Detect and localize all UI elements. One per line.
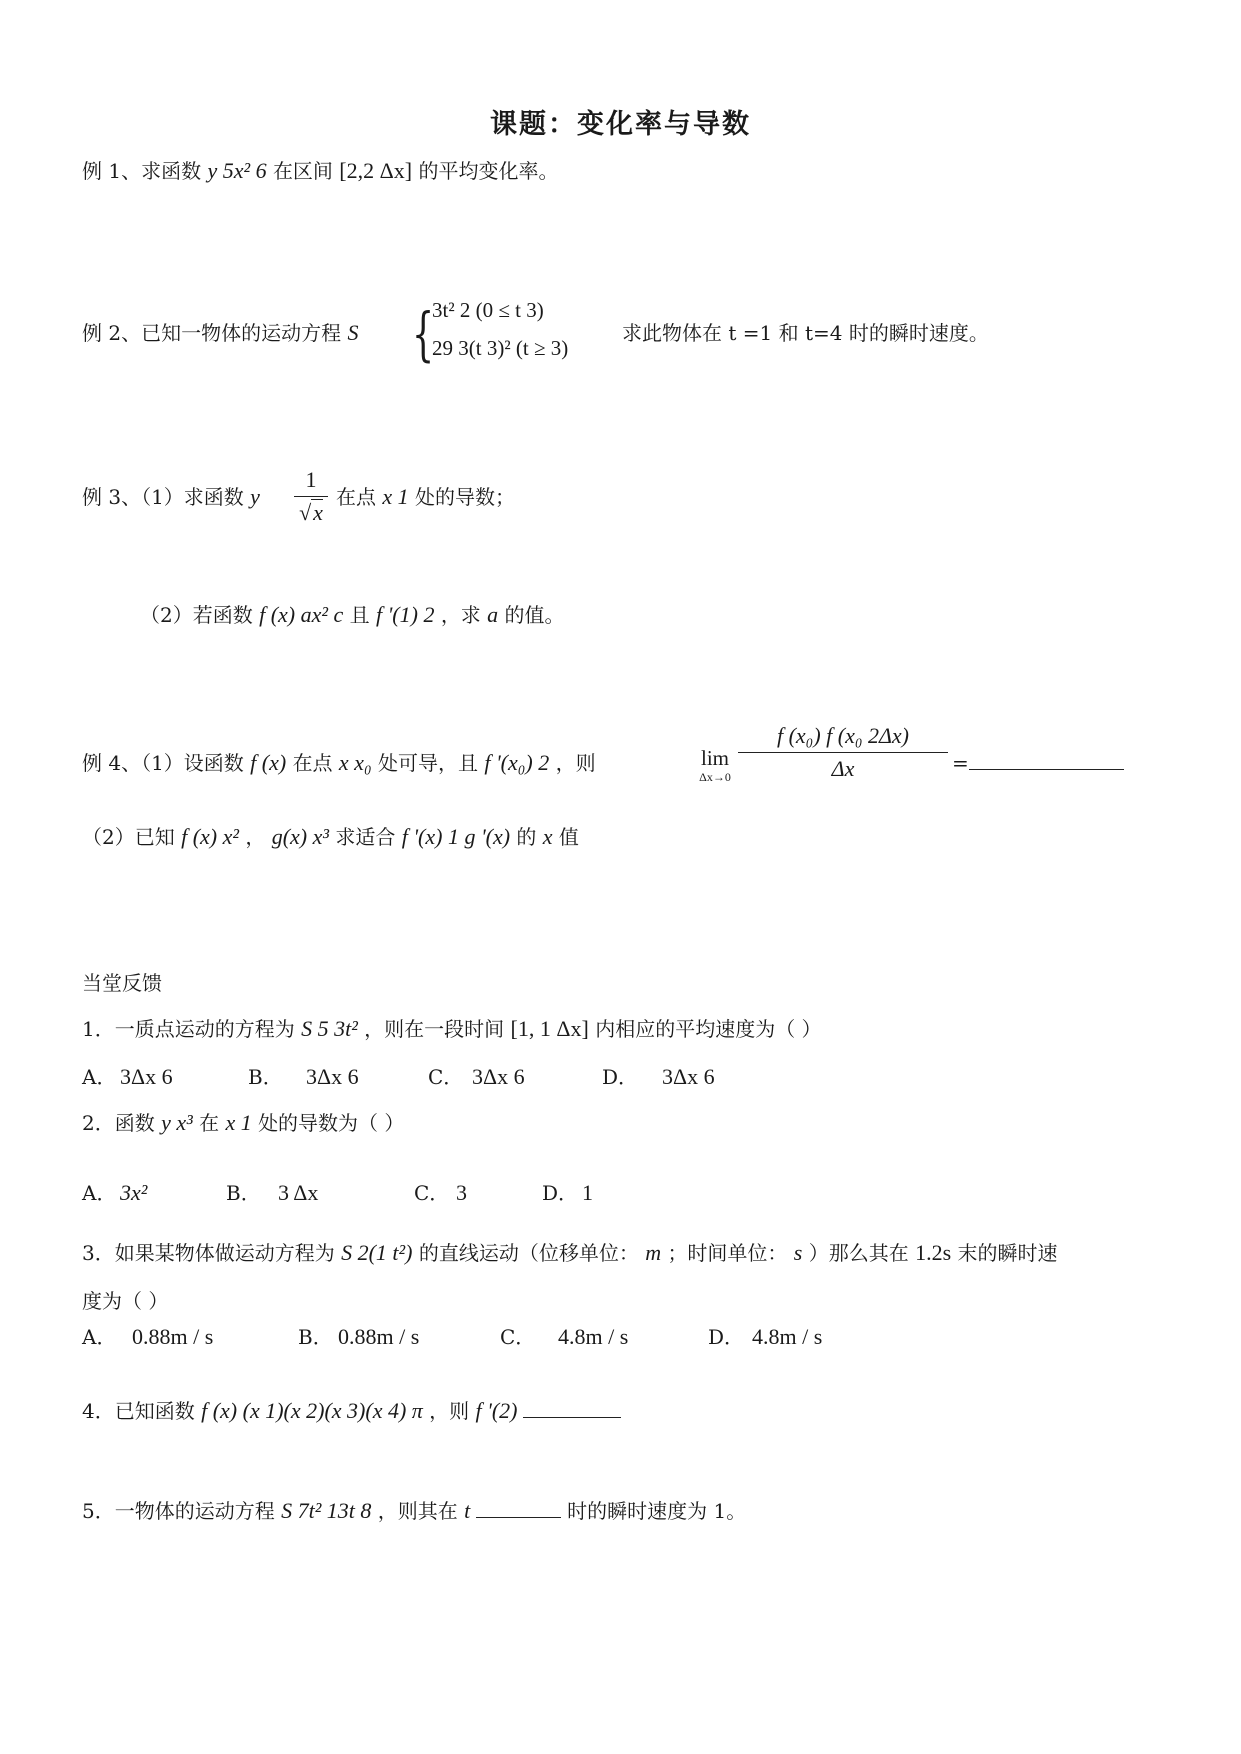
question-5 xyxy=(82,1496,746,1526)
limit-operator xyxy=(694,746,736,784)
question-5-answer-blank[interactable] xyxy=(476,1497,561,1518)
example-1 xyxy=(82,156,558,186)
question-2-text-b: 在 xyxy=(199,1111,220,1135)
example-4-then: ，则 xyxy=(555,751,596,775)
question-1-text-a: 1．一质点运动的方程为 xyxy=(82,1017,295,1041)
example-3-part-2 xyxy=(140,600,565,630)
example-1-interval: [2,2 Δx] xyxy=(339,158,413,183)
q3-option-d-label[interactable]: D． xyxy=(708,1325,745,1349)
question-3-unit-m: m xyxy=(645,1240,662,1265)
q1-option-d-label[interactable]: D． xyxy=(602,1065,639,1089)
question-1 xyxy=(82,1014,822,1044)
example-3-part-1 xyxy=(82,482,260,512)
example-3-mid: 在点 xyxy=(336,485,376,509)
question-2-expr: y x³ xyxy=(161,1110,193,1135)
question-4-text-b: ，则 xyxy=(429,1399,470,1423)
question-4 xyxy=(82,1396,621,1426)
left-brace-icon: { xyxy=(412,300,435,368)
q1-option-a-value: 3Δx 6 xyxy=(120,1064,173,1089)
q3-option-d-value: 4.8m / s xyxy=(752,1324,823,1349)
example-3-lhs: y xyxy=(250,484,260,509)
q3-option-b-label[interactable]: B． xyxy=(298,1325,333,1349)
q2-option-c-value: 3 xyxy=(456,1180,467,1205)
question-5-expr: S 7t² 13t 8 xyxy=(281,1498,372,1523)
q3-option-c-label[interactable]: C． xyxy=(500,1325,536,1349)
example-4-function: f (x) xyxy=(250,750,287,775)
question-2-text-c: 处的导数为（ ） xyxy=(258,1111,405,1135)
q2-option-d-label[interactable]: D． xyxy=(542,1181,579,1205)
example-3-part-2-end: 的值。 xyxy=(504,603,565,627)
example-4-part-2-prefix: （2）已知 xyxy=(82,825,175,849)
example-3-part-1-rest xyxy=(336,482,515,512)
question-1-expr: S 5 3t² xyxy=(301,1016,358,1041)
example-4-part-2-mid: 求适合 xyxy=(335,825,396,849)
example-4-condition: f '(x₀) 2 xyxy=(484,750,550,775)
example-3-part-2-mid: 且 xyxy=(349,603,370,627)
example-2-prefix: 例 2、已知一物体的运动方程 xyxy=(82,321,342,345)
example-4-answer-blank[interactable] xyxy=(969,749,1124,770)
example-4-point: x x₀ xyxy=(338,750,372,775)
example-4-equals: = xyxy=(952,751,969,775)
example-3-suffix: 处的导数； xyxy=(414,485,515,509)
q3-option-a-value: 0.88m / s xyxy=(132,1324,214,1349)
example-3-part-2-condition: f '(1) 2 xyxy=(375,602,435,627)
question-5-text-a: 5．一物体的运动方程 xyxy=(82,1499,275,1523)
example-4-mid2: 处可导，且 xyxy=(377,751,478,775)
q2-option-b-label[interactable]: B． xyxy=(226,1181,261,1205)
example-4-part-1 xyxy=(82,748,596,778)
fraction-denominator xyxy=(294,499,328,527)
feedback-heading: 当堂反馈 xyxy=(82,971,162,995)
example-3-part-2-prefix: （2）若函数 xyxy=(140,603,253,627)
question-4-ask: f '(2) xyxy=(475,1398,524,1423)
example-4-part-2-sep: ， xyxy=(245,825,266,849)
question-4-expr: f (x) (x 1)(x 2)(x 3)(x 4) π xyxy=(201,1398,423,1423)
example-3-part-2-suffix: ，求 xyxy=(440,603,481,627)
question-5-text-b: ，则其在 xyxy=(377,1499,458,1523)
q1-option-c-value: 3Δx 6 xyxy=(472,1064,525,1089)
example-4-fraction-bar xyxy=(738,752,948,753)
question-3 xyxy=(82,1238,1058,1268)
question-3-unit-s: s xyxy=(793,1240,803,1265)
question-2-point: x 1 xyxy=(225,1110,252,1135)
question-2 xyxy=(82,1108,404,1138)
example-4-part-2-g: g(x) x³ xyxy=(271,824,329,849)
example-3-point: x 1 xyxy=(382,484,409,509)
question-3-text-d: ）那么其在 xyxy=(808,1241,909,1265)
question-4-text-a: 4．已知函数 xyxy=(82,1399,195,1423)
example-4-part-2-end: 值 xyxy=(558,825,579,849)
q2-option-b-value: 3 Δx xyxy=(278,1180,319,1205)
q1-option-b-value: 3Δx 6 xyxy=(306,1064,359,1089)
example-4-fraction-denominator: Δx xyxy=(831,756,855,781)
example-3-fraction xyxy=(294,466,328,527)
question-3-time: 1.2s xyxy=(915,1240,952,1265)
question-3-expr: S 2(1 t²) xyxy=(341,1240,413,1265)
limit-subscript: Δx→0 xyxy=(699,770,731,784)
q1-option-a-label[interactable]: A． xyxy=(82,1065,117,1089)
question-1-text-c: 内相应的平均速度为（ ） xyxy=(595,1017,822,1041)
sqrt-radicand: x xyxy=(313,500,323,525)
q1-option-d-value: 3Δx 6 xyxy=(662,1064,715,1089)
question-3-text-c: ；时间单位： xyxy=(667,1241,788,1265)
example-4-prefix: 例 4、（1）设函数 xyxy=(82,751,244,775)
q3-option-c-value: 4.8m / s xyxy=(558,1324,629,1349)
q2-option-a-value: 3x² xyxy=(120,1180,148,1205)
q3-option-b-value: 0.88m / s xyxy=(338,1324,420,1349)
question-3-text-e: 末的瞬时速 xyxy=(957,1241,1058,1265)
piecewise-case-1: 3t² 2 (0 ≤ t 3) xyxy=(432,298,544,322)
example-4-part-2-var: x xyxy=(542,824,553,849)
question-2-text-a: 2．函数 xyxy=(82,1111,155,1135)
question-4-answer-blank[interactable] xyxy=(523,1397,621,1418)
example-4-answer xyxy=(952,748,1124,778)
q3-option-a-label[interactable]: A． xyxy=(82,1325,117,1349)
example-4-fraction-numerator: f (x₀) f (x₀ 2Δx) xyxy=(776,723,910,748)
example-4-part-2-suffix: 的 xyxy=(516,825,537,849)
q1-option-c-label[interactable]: C． xyxy=(428,1065,464,1089)
fraction-bar xyxy=(294,496,328,497)
question-3-text-a: 3．如果某物体做运动方程为 xyxy=(82,1241,335,1265)
example-1-suffix: 的平均变化率。 xyxy=(418,159,559,183)
sqrt-icon: √ xyxy=(299,500,312,525)
example-4-fraction xyxy=(738,722,948,783)
example-3-prefix: 例 3、（1）求函数 xyxy=(82,485,244,509)
example-3-part-2-function: f (x) ax² c xyxy=(259,602,344,627)
q2-option-a-label[interactable]: A． xyxy=(82,1181,117,1205)
example-4-part-2 xyxy=(82,822,579,852)
question-5-text-c: 时的瞬时速度为 1。 xyxy=(567,1499,747,1523)
q2-option-c-label[interactable]: C． xyxy=(414,1181,450,1205)
fraction-numerator: 1 xyxy=(305,467,317,492)
example-4-part-2-f: f (x) x² xyxy=(181,824,239,849)
page-title: 课题：变化率与导数 xyxy=(490,109,751,140)
example-4-part-2-equation: f '(x) 1 g '(x) xyxy=(401,824,511,849)
example-4-mid: 在点 xyxy=(292,751,333,775)
limit-word: lim xyxy=(700,746,729,770)
q1-option-b-label[interactable]: B． xyxy=(248,1065,283,1089)
example-1-function: y 5x² 6 xyxy=(207,158,267,183)
q2-option-d-value: 1 xyxy=(582,1180,593,1205)
example-2-lhs: S xyxy=(347,320,359,345)
question-3-text-b: 的直线运动（位移单位： xyxy=(418,1241,639,1265)
example-1-prefix: 例 1、求函数 xyxy=(82,159,202,183)
piecewise-case-2: 29 3(t 3)² (t ≥ 3) xyxy=(432,336,569,360)
example-3-part-2-var: a xyxy=(487,602,499,627)
piecewise-function xyxy=(412,296,622,372)
example-2 xyxy=(82,318,358,348)
question-3-line-2: 度为（ ） xyxy=(82,1289,169,1313)
question-1-text-b: ，则在一段时间 xyxy=(364,1017,505,1041)
question-5-var: t xyxy=(464,1498,476,1523)
example-1-mid: 在区间 xyxy=(272,159,333,183)
question-1-interval: [1, 1 Δx] xyxy=(510,1016,589,1041)
example-2-suffix: 求此物体在 t =1 和 t=4 时的瞬时速度。 xyxy=(622,321,989,345)
